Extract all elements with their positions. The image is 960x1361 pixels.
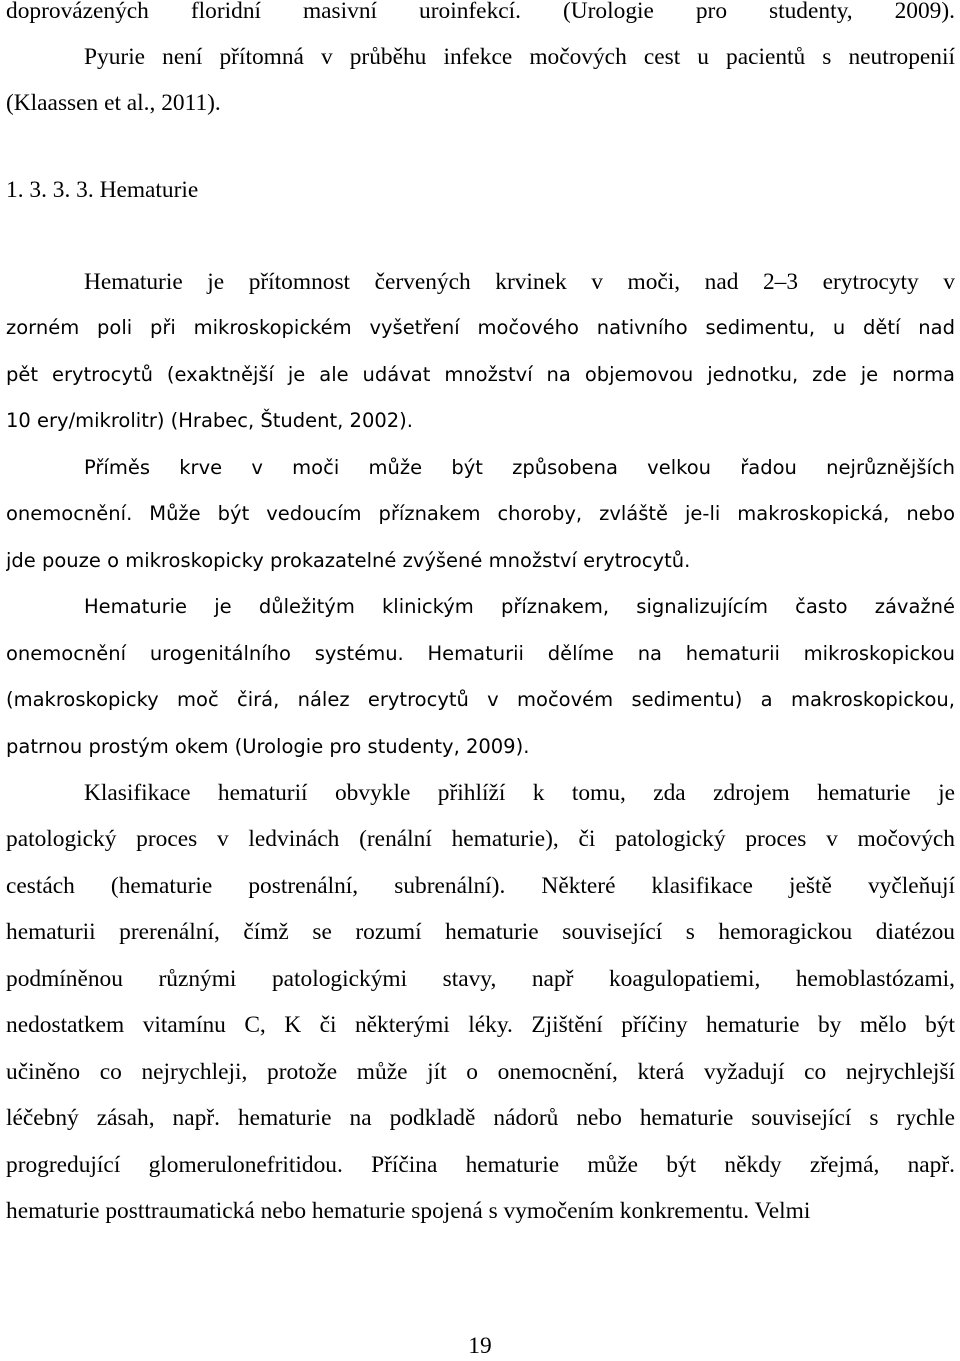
text-line: onemocnění. Může být vedoucím příznakem choroby, zvláště je-li makroskopická, nebo — [6, 502, 955, 525]
text-line: hematurii prerenální, čímž se rozumí hematurie související s hemoragickou diatézou — [6, 919, 955, 945]
text-line: zorném poli při mikroskopickém vyšetření močového nativního sedimentu, u dětí nad — [6, 316, 955, 339]
text-line: (Klaassen et al., 2011). — [6, 90, 221, 116]
text-line: patrnou prostým okem (Urologie pro studenty, 2009). — [6, 735, 530, 758]
text-line: patologický proces v ledvinách (renální hematurie), či patologický proces v močových — [6, 826, 955, 852]
text-line: učiněno co nejrychleji, protože může jít o onemocnění, která vyžadují co nejrychlejší — [6, 1059, 955, 1085]
text-line: Klasifikace hematurií obvykle přihlíží k tomu, zda zdrojem hematurie je — [84, 780, 955, 806]
section-heading: 1. 3. 3. 3. Hematurie — [6, 177, 199, 203]
text-line: léčebný zásah, např. hematurie na podkladě nádorů nebo hematurie související s rychle — [6, 1105, 955, 1131]
text-line: Hematurie je důležitým klinickým příznakem, signalizujícím často závažné — [84, 595, 955, 618]
text-line: 10 ery/mikrolitr) (Hrabec, Študent, 2002). — [6, 409, 413, 432]
text-line: pět erytrocytů (exaktnější je ale udávat množství na objemovou jednotku, zde je norma — [6, 363, 955, 386]
page-number: 19 — [468, 1333, 492, 1359]
text-line: doprovázených floridní masivní uroinfekcí. (Urologie pro studenty, 2009). — [6, 0, 955, 24]
text-line: Pyurie není přítomná v průběhu infekce močových cest u pacientů s neutropenií — [84, 44, 955, 70]
text-line: podmíněnou různými patologickými stavy, např koagulopatiemi, hemoblastózami, — [6, 966, 955, 992]
text-line: Příměs krve v moči může být způsobena velkou řadou nejrůznějších — [84, 456, 955, 479]
text-line: nedostatkem vitamínu C, K či některými léky. Zjištění příčiny hematurie by mělo být — [6, 1012, 955, 1038]
text-line: onemocnění urogenitálního systému. Hematurii dělíme na hematurii mikroskopickou — [6, 642, 955, 665]
text-line: cestách (hematurie postrenální, subrenální). Některé klasifikace ještě vyčleňují — [6, 873, 955, 899]
text-line: jde pouze o mikroskopicky prokazatelné zvýšené množství erytrocytů. — [6, 549, 691, 572]
text-line: Hematurie je přítomnost červených krvinek v moči, nad 2–3 erytrocyty v — [84, 269, 955, 295]
text-line: progredující glomerulonefritidou. Příčina hematurie může být někdy zřejmá, např. — [6, 1152, 955, 1178]
text-line: (makroskopicky moč čirá, nález erytrocytů v močovém sedimentu) a makroskopickou, — [6, 688, 955, 711]
text-line: hematurie posttraumatická nebo hematurie spojená s vymočením konkrementu. Velmi — [6, 1198, 811, 1224]
